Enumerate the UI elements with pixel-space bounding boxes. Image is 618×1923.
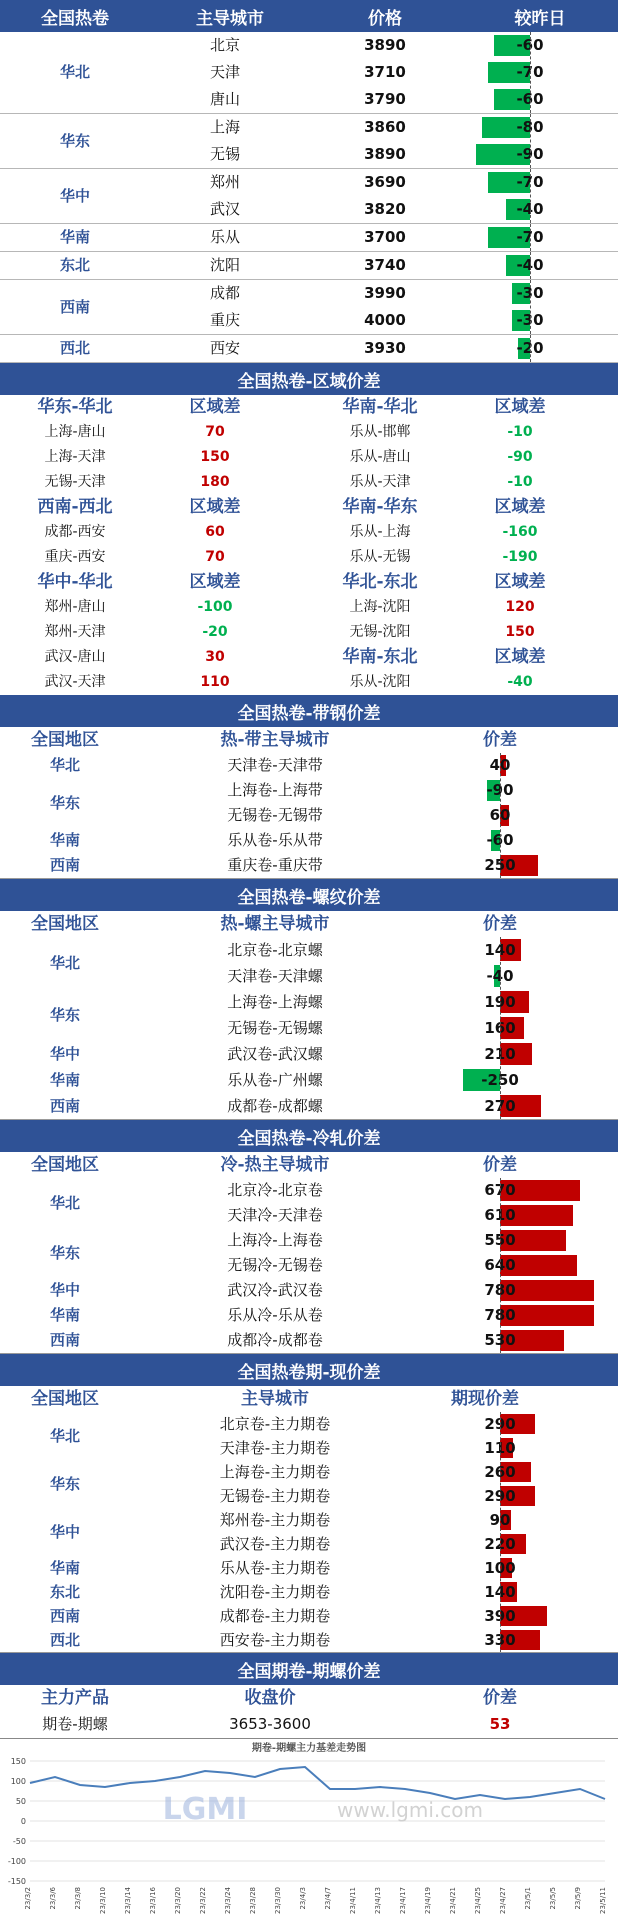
y-tick-label: -150 (7, 1877, 26, 1886)
x-tick-label: 23/4/7 (324, 1887, 332, 1910)
change-value: -70 (516, 63, 544, 81)
spread-body (0, 753, 618, 878)
pair-name: 乐从卷-乐从带 (227, 831, 323, 849)
pair-diff: -10 (507, 474, 533, 490)
change-value: -70 (516, 173, 544, 191)
region-label: 华中 (49, 1045, 80, 1063)
col-region: 全国地区 (31, 1155, 99, 1175)
x-tick-label: 23/5/1 (524, 1887, 532, 1910)
diff-value: 670 (484, 1181, 516, 1199)
strip-table (0, 727, 618, 879)
x-tick-label: 23/3/14 (124, 1887, 132, 1914)
chart-title: 期卷-期螺主力基差走势图 (251, 1743, 367, 1754)
x-tick-label: 23/5/9 (574, 1887, 582, 1910)
region-label: 华中 (59, 187, 90, 205)
change-value: -60 (516, 90, 544, 108)
region-label: 华北 (49, 954, 80, 972)
region-label: 华东 (49, 1006, 80, 1024)
x-tick-label: 23/3/22 (199, 1887, 207, 1914)
col-diff: 价差 (483, 1155, 517, 1175)
city-price: 3790 (364, 90, 406, 108)
fut-close: 3653-3600 (229, 1715, 311, 1733)
watermark-logo: LGMI (162, 1792, 248, 1827)
y-tick-label: 100 (10, 1777, 26, 1786)
region-label: 东北 (49, 1583, 80, 1601)
col-pair: 冷-热主导城市 (220, 1155, 330, 1175)
region-pair-head: 华东-华北 (37, 397, 113, 417)
region-group (0, 114, 618, 169)
x-tick-label: 23/3/2 (24, 1887, 32, 1910)
x-tick-label: 23/3/8 (74, 1887, 82, 1910)
city-price: 3860 (364, 118, 406, 136)
zero-axis (530, 252, 531, 279)
pair-name: 郑州卷-主力期卷 (219, 1511, 331, 1529)
x-tick-label: 23/5/5 (549, 1887, 557, 1910)
region-label: 华东 (59, 132, 90, 150)
city-price: 3990 (364, 284, 406, 302)
region-pair-head: 西南-西北 (37, 497, 113, 517)
column-header (0, 1152, 618, 1178)
fut-product: 期卷-期螺 (42, 1715, 108, 1733)
diff-value: 140 (484, 941, 516, 959)
region-label: 华东 (49, 1244, 80, 1262)
pair-name: 乐从-邯郸 (349, 424, 411, 440)
col-diff: 价差 (483, 730, 517, 750)
change-value: -90 (516, 145, 544, 163)
header-change: 较昨日 (514, 8, 566, 29)
city-price: 3700 (364, 228, 406, 246)
spread-body (0, 937, 618, 1119)
diff-value: 290 (484, 1415, 516, 1433)
rebar-title: 全国热卷-螺纹价差 (0, 879, 618, 911)
fut-rebar-row (0, 1711, 618, 1739)
spread-body (0, 1178, 618, 1353)
pair-name: 上海-沈阳 (349, 599, 411, 615)
pair-name: 上海冷-上海卷 (227, 1231, 323, 1249)
diff-value: 40 (489, 756, 511, 774)
change-value: -30 (516, 284, 544, 302)
change-value: -20 (516, 339, 544, 357)
zero-axis (530, 114, 531, 168)
diff-value: 110 (484, 1439, 516, 1457)
zero-axis (530, 335, 531, 362)
city-name: 武汉 (209, 200, 240, 218)
col-pair: 热-螺主导城市 (220, 914, 330, 934)
pair-name: 乐从-沈阳 (349, 674, 411, 690)
zero-axis (530, 280, 531, 334)
city-price: 3890 (364, 145, 406, 163)
city-name: 沈阳 (209, 256, 240, 274)
diff-head: 区域差 (494, 572, 546, 592)
pair-name: 成都冷-成都卷 (227, 1331, 323, 1349)
city-name: 乐从 (209, 228, 240, 246)
city-name: 郑州 (209, 173, 240, 191)
pair-name: 天津卷-主力期卷 (219, 1439, 331, 1457)
region-label: 华南 (49, 1071, 80, 1089)
pair-diff: 110 (200, 674, 230, 690)
pair-diff: 120 (505, 599, 535, 615)
x-tick-label: 23/3/10 (99, 1887, 107, 1914)
price-table-header (0, 0, 618, 32)
region-label: 西南 (49, 1097, 80, 1115)
strip-title: 全国热卷-带钢价差 (0, 695, 618, 727)
pair-name: 武汉卷-武汉螺 (227, 1045, 323, 1063)
pair-name: 沈阳卷-主力期卷 (219, 1583, 331, 1601)
change-value: -70 (516, 228, 544, 246)
pair-name: 天津冷-天津卷 (227, 1206, 323, 1224)
diff-head: 区域差 (494, 497, 546, 517)
pair-name: 北京冷-北京卷 (227, 1181, 323, 1199)
zero-axis (530, 32, 531, 113)
y-tick-label: -50 (12, 1837, 26, 1846)
diff-head: 区域差 (494, 647, 546, 667)
col-diff: 期现价差 (451, 1389, 519, 1409)
cold-table (0, 1152, 618, 1354)
pair-name: 无锡冷-无锡卷 (227, 1256, 323, 1274)
diff-head: 区域差 (189, 572, 241, 592)
city-name: 上海 (209, 118, 240, 136)
col-product: 主力产品 (41, 1688, 109, 1708)
diff-value: 330 (484, 1631, 516, 1649)
pair-diff: 60 (205, 524, 225, 540)
region-label: 西南 (49, 856, 80, 874)
city-price: 3710 (364, 63, 406, 81)
pair-name: 武汉冷-武汉卷 (227, 1281, 323, 1299)
x-tick-label: 23/4/19 (424, 1887, 432, 1914)
pair-name: 无锡卷-无锡带 (227, 806, 323, 824)
region-label: 华东 (49, 1475, 80, 1493)
diff-value: 160 (484, 1019, 516, 1037)
pair-diff: -160 (502, 524, 538, 540)
city-price: 3820 (364, 200, 406, 218)
region-label: 华北 (59, 63, 90, 81)
diff-value: 780 (484, 1281, 516, 1299)
pair-diff: 150 (505, 624, 535, 640)
region-group (0, 224, 618, 252)
spread-body (0, 1412, 618, 1652)
col-region: 全国地区 (31, 1389, 99, 1409)
col-region: 全国地区 (31, 730, 99, 750)
column-header (0, 911, 618, 937)
x-tick-label: 23/4/17 (399, 1887, 407, 1914)
column-header (0, 1386, 618, 1412)
city-name: 无锡 (209, 145, 240, 163)
diff-value: 90 (489, 1511, 511, 1529)
diff-value: 220 (484, 1535, 516, 1553)
col-close: 收盘价 (244, 1688, 296, 1708)
region-label: 西南 (49, 1607, 80, 1625)
pair-name: 上海卷-上海螺 (227, 993, 323, 1011)
y-tick-label: 0 (20, 1817, 26, 1826)
change-value: -80 (516, 118, 544, 136)
change-value: -60 (516, 36, 544, 54)
col-diff: 价差 (483, 914, 517, 934)
pair-name: 乐从-天津 (349, 474, 411, 490)
pair-name: 郑州-天津 (44, 624, 106, 640)
diff-value: 210 (484, 1045, 516, 1063)
region-group (0, 169, 618, 224)
region-pair-head: 华南-华北 (342, 397, 418, 417)
region-pair-head: 华南-华东 (342, 497, 418, 517)
pair-name: 重庆卷-重庆带 (227, 856, 323, 874)
diff-head: 区域差 (494, 397, 546, 417)
pair-name: 上海卷-主力期卷 (219, 1463, 331, 1481)
city-name: 西安 (209, 339, 240, 357)
diff-head: 区域差 (189, 397, 241, 417)
x-tick-label: 23/4/3 (299, 1887, 307, 1910)
regional-block (0, 395, 618, 495)
region-label: 华北 (49, 756, 80, 774)
pair-name: 北京卷-主力期卷 (219, 1415, 331, 1433)
pair-diff: 150 (200, 449, 230, 465)
pair-name: 成都卷-成都螺 (227, 1097, 323, 1115)
col-region: 全国地区 (31, 914, 99, 934)
pair-name: 郑州-唐山 (44, 599, 106, 615)
pair-name: 上海卷-上海带 (227, 781, 323, 799)
futures-table (0, 1386, 618, 1653)
city-price: 3740 (364, 256, 406, 274)
regional-title: 全国热卷-区域价差 (0, 363, 618, 395)
fut-rebar-header (0, 1685, 618, 1711)
pair-name: 乐从卷-广州螺 (227, 1071, 323, 1089)
pair-name: 武汉-天津 (44, 674, 106, 690)
x-tick-label: 23/4/11 (349, 1887, 357, 1914)
region-label: 华南 (59, 228, 90, 246)
diff-value: -90 (486, 781, 514, 799)
diff-value: 270 (484, 1097, 516, 1115)
region-label: 华北 (49, 1194, 80, 1212)
city-name: 北京 (209, 36, 240, 54)
diff-value: 530 (484, 1331, 516, 1349)
x-tick-label: 23/3/28 (249, 1887, 257, 1914)
diff-value: 260 (484, 1463, 516, 1481)
region-label: 华东 (49, 794, 80, 812)
header-city: 主导城市 (196, 8, 264, 29)
diff-value: 640 (484, 1256, 516, 1274)
price-table (0, 32, 618, 363)
pair-diff: 30 (205, 649, 225, 665)
watermark-url: www.lgmi.com (337, 1798, 483, 1822)
region-label: 西北 (59, 339, 90, 357)
pair-name: 无锡卷-主力期卷 (219, 1487, 331, 1505)
y-tick-label: 150 (10, 1757, 26, 1766)
city-price: 4000 (364, 311, 406, 329)
region-label: 东北 (59, 256, 90, 274)
header-price: 价格 (368, 8, 402, 29)
x-tick-label: 23/3/30 (274, 1887, 282, 1914)
pair-name: 乐从-唐山 (349, 449, 411, 465)
city-price: 3890 (364, 36, 406, 54)
futures-title: 全国热卷期-现价差 (0, 1354, 618, 1386)
zero-axis (500, 1412, 501, 1652)
y-tick-label: -100 (7, 1857, 26, 1866)
diff-value: 140 (484, 1583, 516, 1601)
diff-value: -60 (486, 831, 514, 849)
x-tick-label: 23/3/20 (174, 1887, 182, 1914)
pair-name: 天津卷-天津螺 (227, 967, 323, 985)
pair-name: 西安卷-主力期卷 (219, 1631, 331, 1649)
change-value: -40 (516, 256, 544, 274)
region-label: 华南 (49, 831, 80, 849)
pair-name: 北京卷-北京螺 (227, 941, 323, 959)
basis-line (30, 1767, 605, 1799)
city-price: 3930 (364, 339, 406, 357)
x-tick-label: 23/4/13 (374, 1887, 382, 1914)
cold-title: 全国热卷-冷轧价差 (0, 1120, 618, 1152)
city-name: 成都 (209, 284, 240, 302)
pair-name: 武汉卷-主力期卷 (219, 1535, 331, 1553)
diff-value: -250 (481, 1071, 519, 1089)
pair-diff: -40 (507, 674, 533, 690)
zero-axis (530, 224, 531, 251)
diff-value: 610 (484, 1206, 516, 1224)
city-price: 3690 (364, 173, 406, 191)
pair-name: 重庆-西安 (44, 549, 106, 565)
pair-name: 成都-西安 (44, 524, 106, 540)
pair-diff: 180 (200, 474, 230, 490)
diff-value: 250 (484, 856, 516, 874)
region-label: 华南 (49, 1559, 80, 1577)
pair-name: 乐从卷-主力期卷 (219, 1559, 331, 1577)
pair-diff: -20 (202, 624, 228, 640)
pair-diff: 70 (205, 424, 225, 440)
pair-name: 乐从-无锡 (349, 549, 411, 565)
pair-name: 成都卷-主力期卷 (219, 1607, 331, 1625)
col-diff: 价差 (483, 1688, 517, 1708)
city-name: 唐山 (209, 90, 240, 108)
regional-table (0, 395, 618, 695)
col-pair: 主导城市 (241, 1389, 309, 1409)
column-header (0, 727, 618, 753)
pair-diff: -10 (507, 424, 533, 440)
regional-block (0, 570, 618, 695)
region-pair-head: 华中-华北 (37, 572, 113, 592)
pair-diff: -90 (507, 449, 533, 465)
diff-value: 190 (484, 993, 516, 1011)
region-label: 华北 (49, 1427, 80, 1445)
pair-name: 上海-唐山 (44, 424, 106, 440)
region-label: 西北 (49, 1631, 80, 1649)
diff-value: 780 (484, 1306, 516, 1324)
diff-value: 390 (484, 1607, 516, 1625)
pair-diff: -190 (502, 549, 538, 565)
zero-axis (500, 753, 501, 878)
region-group (0, 32, 618, 114)
zero-axis (500, 937, 501, 1119)
pair-name: 乐从-上海 (349, 524, 411, 540)
diff-value: 290 (484, 1487, 516, 1505)
basis-chart (0, 1739, 618, 1919)
region-group (0, 252, 618, 280)
x-tick-label: 23/3/16 (149, 1887, 157, 1914)
x-tick-label: 23/3/6 (49, 1887, 57, 1910)
pair-name: 无锡-沈阳 (349, 624, 411, 640)
region-pair-head: 华北-东北 (342, 572, 418, 592)
change-value: -40 (516, 200, 544, 218)
pair-name: 乐从冷-乐从卷 (227, 1306, 323, 1324)
diff-value: -40 (486, 967, 514, 985)
pair-diff: 70 (205, 549, 225, 565)
city-name: 重庆 (209, 311, 240, 329)
basis-chart-svg (0, 1739, 618, 1919)
fut-rebar-title: 全国期卷-期螺价差 (0, 1653, 618, 1685)
region-pair-head: 华南-东北 (342, 647, 418, 667)
region-label: 西南 (49, 1331, 80, 1349)
header-region: 全国热卷 (41, 8, 109, 29)
x-tick-label: 23/3/24 (224, 1887, 232, 1914)
pair-diff: -100 (197, 599, 233, 615)
zero-axis (500, 1178, 501, 1353)
diff-value: 100 (484, 1559, 516, 1577)
rebar-table (0, 911, 618, 1120)
x-tick-label: 23/4/25 (474, 1887, 482, 1914)
city-name: 天津 (209, 63, 240, 81)
diff-value: 60 (489, 806, 511, 824)
regional-block (0, 495, 618, 570)
diff-value: 550 (484, 1231, 516, 1249)
pair-name: 无锡卷-无锡螺 (227, 1019, 323, 1037)
region-label: 华南 (49, 1306, 80, 1324)
pair-name: 武汉-唐山 (44, 649, 106, 665)
zero-axis (530, 169, 531, 223)
fut-diff: 53 (489, 1715, 511, 1733)
change-value: -30 (516, 311, 544, 329)
region-label: 华中 (49, 1281, 80, 1299)
region-label: 华中 (49, 1523, 80, 1541)
y-tick-label: 50 (15, 1797, 26, 1806)
region-group (0, 335, 618, 363)
region-group (0, 280, 618, 335)
x-tick-label: 23/4/27 (499, 1887, 507, 1914)
region-label: 西南 (59, 298, 90, 316)
pair-name: 天津卷-天津带 (227, 756, 323, 774)
x-tick-label: 23/5/11 (599, 1887, 607, 1914)
diff-head: 区域差 (189, 497, 241, 517)
x-tick-label: 23/4/21 (449, 1887, 457, 1914)
pair-name: 上海-天津 (44, 449, 106, 465)
col-pair: 热-带主导城市 (220, 730, 330, 750)
pair-name: 无锡-天津 (44, 474, 106, 490)
